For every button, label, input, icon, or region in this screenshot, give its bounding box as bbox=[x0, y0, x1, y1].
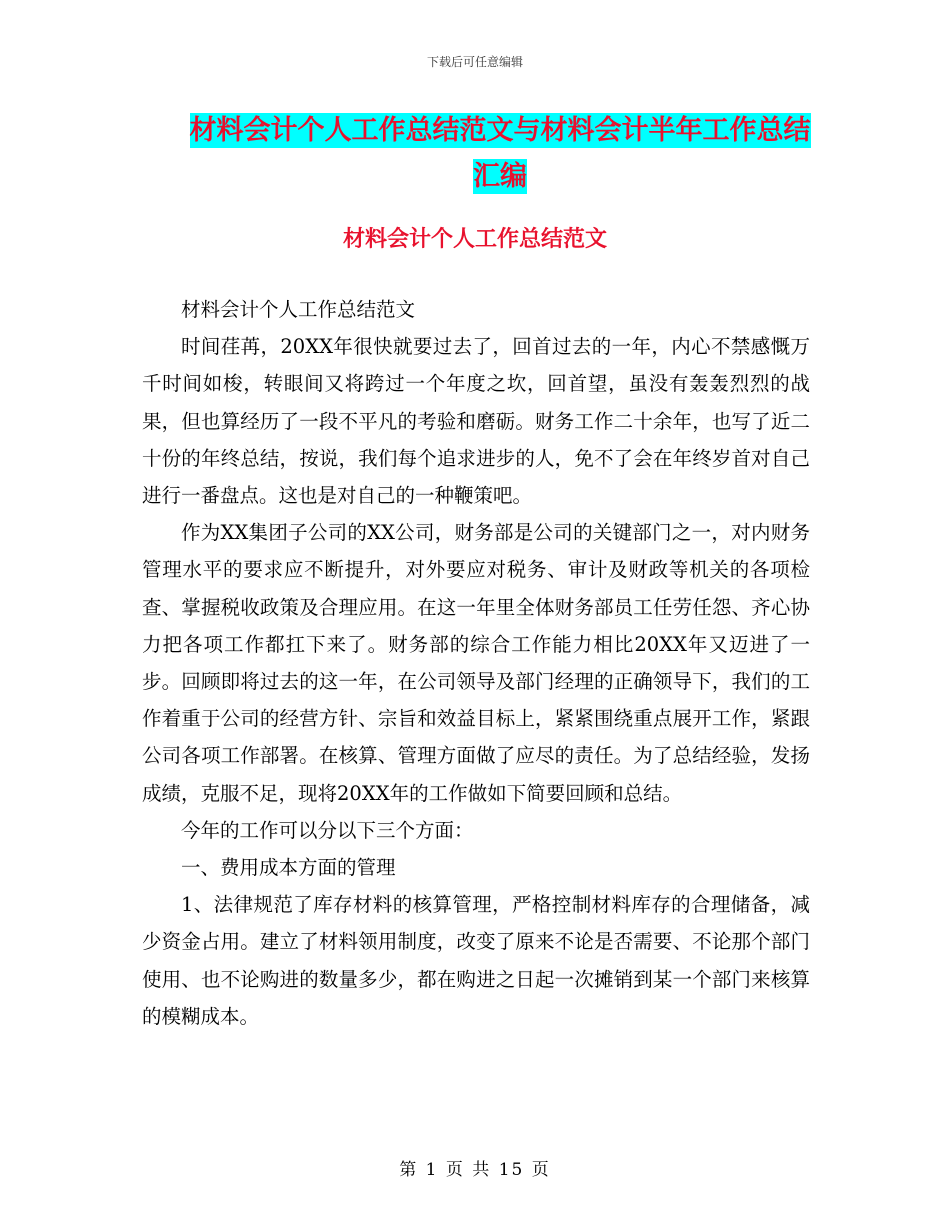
section-title: 材料会计个人工作总结范文 bbox=[342, 227, 607, 252]
paragraph: 作为XX集团子公司的XX公司，财务部是公司的关键部门之一，对内财务管理水平的要求应不断提升，对外要应对税务、审计及财政等机关的各项检查、掌握税收政策及合理应用。在这一年里全体财务部员工任劳任怨、齐心协力把各项工作都扛下来了。财务部的综合工作能力相比20XX年又迈进了一步。回顾即将过去的这一年，在公司领导及部门经理的正确领导下，我们的工作着重于公司的经营方针、宗旨和效益目标上，紧紧围绕重点展开工作，紧跟公司各项工作部署。在核算、管理方面做了应尽的责任。为了总结经验，发扬成绩，克服不足，现将20XX年的工作做如下简要回顾和总结。 bbox=[142, 521, 810, 805]
document-title-text: 材料会计个人工作总结范文与材料会计半年工作总结汇编 bbox=[189, 115, 811, 192]
paragraph: 时间荏苒，20XX年很快就要过去了，回首过去的一年，内心不禁感慨万千时间如梭，转眼间又将跨过一个年度之坎，回首望，虽没有轰轰烈烈的战果，但也算经历了一段不平凡的考验和磨砺。财务工作二十余年，也写了近二十份的年终总结，按说，我们每个追求进步的人，免不了会在年终岁首对自己进行一番盘点。这也是对自己的一种鞭策吧。 bbox=[142, 335, 810, 508]
paragraph: 今年的工作可以分以下三个方面： bbox=[181, 818, 474, 842]
document-body bbox=[142, 291, 810, 1035]
paragraph: 1、法律规范了库存材料的核算管理，严格控制材料库存的合理储备，减少资金占用。建立了材料领用制度，改变了原来不论是否需要、不论那个部门使用、也不论购进的数量多少，都在购进之日起一次摊销到某一个部门来核算的模糊成本。 bbox=[142, 893, 810, 1028]
paragraph: 一、费用成本方面的管理 bbox=[181, 856, 396, 880]
document-title bbox=[180, 108, 820, 200]
page-header-note: 下载后可任意编辑 bbox=[426, 55, 523, 69]
page-number-footer: 第 1 页 共 15 页 bbox=[399, 1160, 551, 1180]
paragraph: 材料会计个人工作总结范文 bbox=[181, 298, 416, 321]
